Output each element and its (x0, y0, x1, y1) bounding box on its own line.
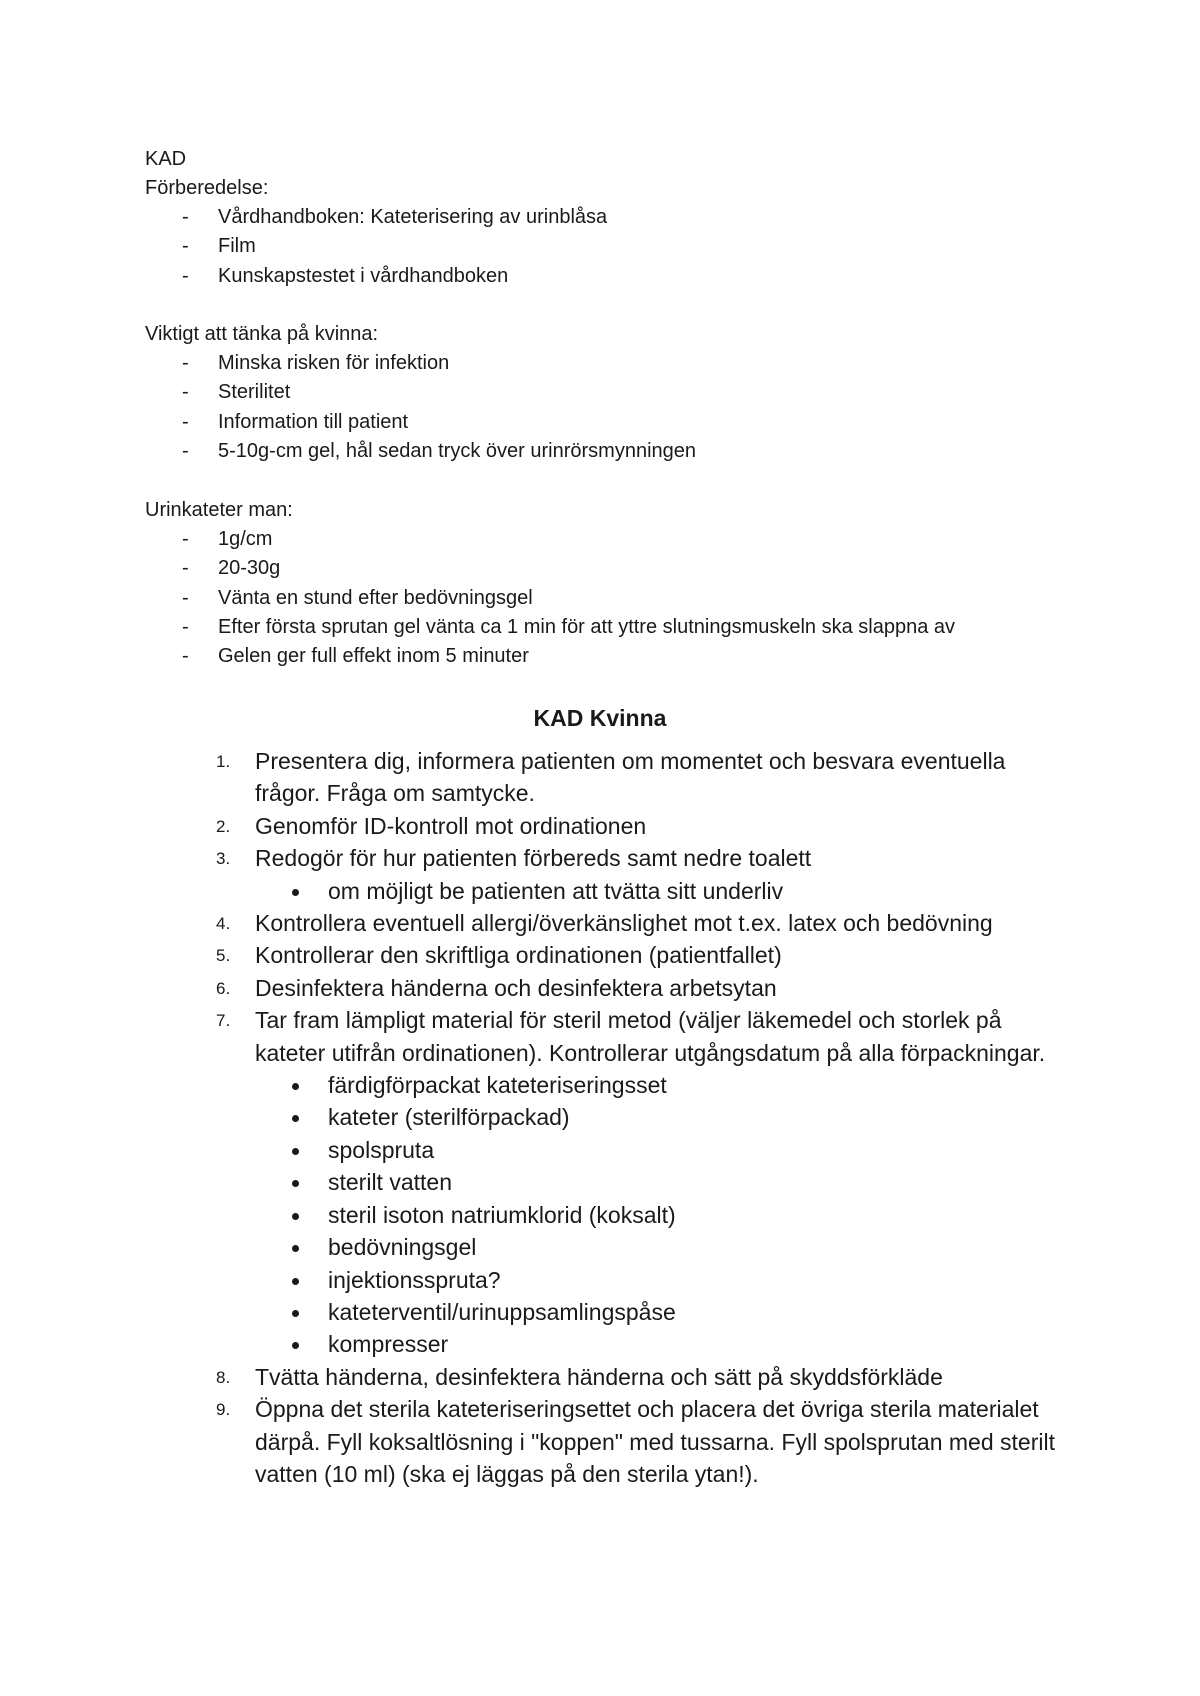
list-item: kateterventil/urinuppsamlingspåse (255, 1296, 1060, 1328)
step-item: 2. Genomför ID-kontroll mot ordinationen (216, 812, 647, 839)
woman-label: Viktigt att tänka på kvinna: (145, 323, 379, 345)
list-item: - 1g/cm (182, 528, 273, 550)
list-item: - Sterilitet (182, 381, 291, 404)
step7-sublist (255, 1069, 1060, 1361)
step-item: 4. Kontrollera eventuell allergi/överkänslighet mot t.ex. latex och bedövning (216, 910, 993, 937)
list-item: injektionsspruta? (255, 1264, 1060, 1296)
doc-title: KAD (145, 148, 187, 170)
list-item: kompresser (255, 1328, 1060, 1360)
man-label: Urinkateter man: (145, 499, 293, 521)
list-item: - Minska risken för infektion (182, 352, 450, 374)
list-item: steril isoton natriumklorid (koksalt) (255, 1199, 1060, 1231)
woman-list (145, 349, 696, 466)
list-item: bedövningsgel (255, 1231, 1060, 1263)
step-item: 7. Tar fram lämpligt material för steril metod (väljer läkemedel och storlek på kateter utifrån ordinationen). Kontrollerar utgångsdatum på alla förpackningar. färdigförpackat kateteriseringsset kateter (sterilförpackad) spolspruta sterilt vatten steril isoton natriumklorid (koksalt) bedövningsgel injektionsspruta? kateterventil/urinuppsamlingspåse kompresser (0, 1004, 1200, 1360)
step-item: 3. Redogör för hur patienten förbereds samt nedre toalett om möjligt be patienten att tvätta sitt underliv (0, 842, 1200, 907)
list-item: - Vårdhandboken: Kateterisering av urinblåsa (182, 206, 608, 228)
step-item: 6. Desinfektera händerna och desinfektera arbetsytan (216, 974, 777, 1001)
steps-list (0, 745, 1200, 1490)
list-item: - Kunskapstestet i vårdhandboken (182, 264, 509, 287)
step-item: 8. Tvätta händerna, desinfektera händerna och sätt på skyddsförkläde (216, 1363, 943, 1390)
list-item: - 5-10g-cm gel, hål sedan tryck över urinrörsmynningen (182, 439, 696, 462)
step-item: 5. Kontrollerar den skriftliga ordinationen (patientfallet) (216, 942, 782, 969)
list-item: spolspruta (255, 1134, 1060, 1166)
step-item: 9. Öppna det sterila kateteriseringsettet och placera det övriga sterila materialet därpå. Fyll koksaltlösning i "koppen" med tussarna. Fyll spolsprutan med sterilt vatten (10 ml) (ska ej läggas på den sterila ytan!). (216, 1396, 1055, 1487)
list-item: färdigförpackat kateteriseringsset (255, 1069, 1060, 1101)
list-item: - Vänta en stund efter bedövningsgel (182, 586, 533, 609)
list-item: - 20-30g (182, 557, 281, 580)
section-heading: KAD Kvinna (533, 705, 667, 731)
list-item: kateter (sterilförpackad) (255, 1101, 1060, 1133)
step3-sublist (255, 875, 1060, 907)
list-item: - Gelen ger full effekt inom 5 minuter (182, 645, 529, 668)
prep-label: Förberedelse: (145, 177, 269, 199)
list-item: om möjligt be patienten att tvätta sitt underliv (255, 875, 1060, 907)
list-item: - Film (182, 235, 256, 258)
step-item: 1. Presentera dig, informera patienten om momentet och besvara eventuella frågor. Fråga om samtycke. (216, 748, 1006, 807)
list-item: - Efter första sprutan gel vänta ca 1 min för att yttre slutningsmuskeln ska slappna av (182, 615, 956, 638)
list-item: - Information till patient (182, 410, 409, 433)
list-item: sterilt vatten (255, 1166, 1060, 1198)
prep-list (145, 203, 607, 291)
man-list (145, 525, 955, 671)
